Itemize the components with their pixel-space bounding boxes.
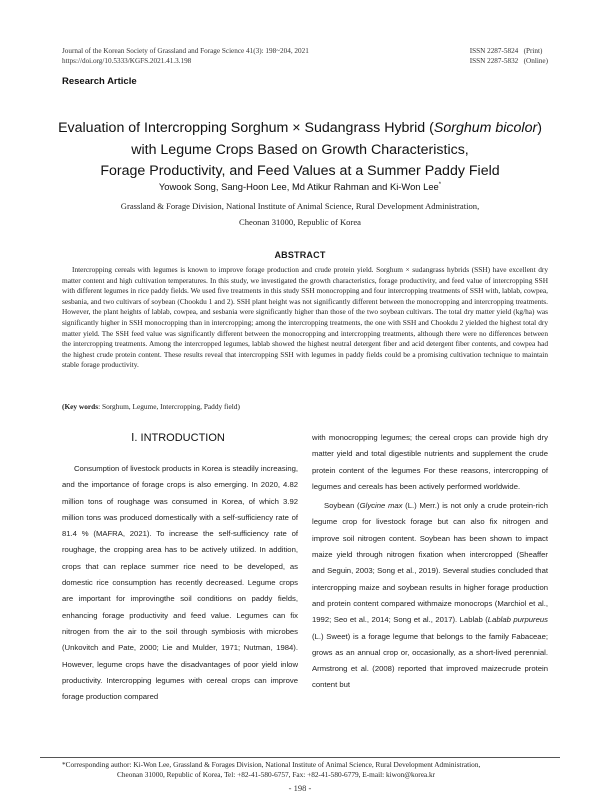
species-italic-glycine: Glycine max: [359, 501, 403, 511]
journal-citation: Journal of the Korean Society of Grassland and Forage Science 41(3): 198~204, 2021: [62, 47, 309, 55]
right-column: [312, 430, 548, 694]
footnote-line-1: *Corresponding author: Ki-Won Lee, Grassland & Forages Division, National Institute of Animal Science, Rural Development Administration,: [62, 760, 481, 769]
affiliation: [40, 198, 560, 230]
corresponding-footnote: [62, 760, 542, 780]
article-type: Research Article: [62, 76, 137, 87]
affiliation-line-1: Grassland & Forage Division, National Institute of Animal Science, Rural Development Administration,: [120, 201, 480, 211]
intro-paragraph-1: Consumption of livestock products in Korea is steadily increasing, and the importance of forage crops is also emerging. In 2020, 4.82 million tons of roughage was consumed in Korea, of which 3.92 million tons was produced domestically with a self-sufficiency rate of 81.4 % (MAFRA, 2021). To increase the self-sufficiency rate of roughage, the cropping area has to be actively utilized. In addition, crops that can replace summer rice need to be developed, as domestic rice consumption has recently decreased. Legume crops are important for improvingthe soil conditions on paddy fields, enhancing forage productivity and feed value. Legumes can fix nitrogen from the air to the soil through symbiosis with microbes (Unkovitch and Pate, 2000; Lie and Mulder, 1971; Nutman, 1984). However, legume crops have the disadvantages of poor yield inlow productivity. Intercropping legumes with cereal crops can improve forage production compared: [62, 464, 298, 702]
issn-online: ISSN 2287-5832 (Online): [469, 57, 548, 65]
keywords: [62, 402, 548, 412]
issn-block: [470, 46, 548, 66]
corresponding-mark: *: [438, 181, 442, 188]
journal-header: [62, 46, 309, 66]
issn-print: ISSN 2287-5824 (Print): [469, 47, 543, 55]
intro-paragraph-2: Soybean (Glycine max (L.) Merr.) is not only a crude protein-rich legume crop for livestock forage but can also fix nitrogen and improve soil nitrogen content. Soybean has been shown to impact maize yield through nitrogen fixation when intercropped (Sheaffer and Seguin, 2003; Song et al., 2019). Several studies concluded that intercropping maize and soybean results in higher forage production and protein content compared withmaize monocrops (Marchiol et al., 1992; Seo et al., 2014; Song et al., 2017). Lablab (Lablab purpureus (L.) Sweet) is a forage legume that belongs to the family Fabaceae; grows as an annual crop or, occasionally, as a short-lived perennial. Armstrong et al. (2008) reported that improved maizecrude protein content but: [312, 501, 548, 690]
abstract-body: Intercropping cereals with legumes is known to improve forage production and crude protein yield. Sorghum × sudangrass hybrids (SSH) have excellent dry matter content and high cultivation temperatures. In this study, we investigated the growth characteristics, forage productivity, and feed value of intercropping SSH with different legumes in rice paddy fields. We used five treatments in this study SSH monocropping and four intercropping treatments of SSH with, lablab, cowpea, sesbania, and two cultivars of soybean (Chookdu 1 and 2). SSH plant height was not significantly different between the monocropping and intercropping treatments. However, the plant heights of lablab, cowpea, and sesbania were significantly higher than those of the two soybean cultivars. The total dry matter yield (kg/ha) was significantly higher in SSH monocropping than in intercropping; among the intercropping treatments, the one with SSH and Chookdu 2 yielded the highest total dry matter yield. The SSH feed value was significantly different between the monocropping and intercropping treatments, although there were no differences between the intercropping treatments. Among the intercropped legumes, lablab showed the highest neutral detergent fiber and acid detergent fiber contents, and cowpea had the highest crude protein content. These results reveal that intercropping SSH with legumes in paddy fields could be a promising cultivation technique to maintain stable forage productivity.: [62, 265, 548, 370]
doi-link[interactable]: https://doi.org/10.5333/KGFS.2021.41.3.198: [62, 57, 192, 65]
affiliation-line-2: Cheonan 31000, Republic of Korea: [239, 217, 361, 227]
page-number: - 198 -: [288, 783, 312, 793]
title-line-2: with Legume Crops Based on Growth Characteristics,: [131, 141, 469, 158]
abstract-heading: ABSTRACT: [274, 250, 326, 260]
intro-paragraph-1-continued: with monocropping legumes; the cereal crops can provide high dry matter yield and total digestible nutrients and supplement the crude protein content of the legumes For these reasons, intercropping of legumes and cereals has been actively performed worldwide.: [312, 433, 548, 491]
paper-title: [40, 118, 560, 183]
footnote-line-2: Cheonan 31000, Republic of Korea, Tel: +82-41-580-6757, Fax: +82-41-580-6779, E-mail: kiwon@korea.kr: [117, 770, 436, 779]
title-species-italic: Sorghum bicolor: [433, 120, 538, 136]
footnote-divider: [40, 757, 560, 758]
introduction-heading: Ⅰ. INTRODUCTION: [131, 432, 225, 444]
species-italic-lablab: Lablab purpureus: [487, 615, 548, 625]
author-names: Yowook Song, Sang-Hoon Lee, Md Atikur Rahman and Ki-Won Lee: [158, 181, 439, 192]
author-list: [40, 181, 560, 192]
keywords-label: (Key words: [62, 402, 99, 411]
keywords-list: : Sorghum, Legume, Intercropping, Paddy field): [98, 402, 240, 411]
left-column: [62, 461, 298, 705]
title-line-3: Forage Productivity, and Feed Values at a Summer Paddy Field: [100, 163, 500, 179]
title-line-1: Evaluation of Intercropping Sorghum × Sudangrass Hybrid (Sorghum bicolor): [58, 120, 542, 136]
